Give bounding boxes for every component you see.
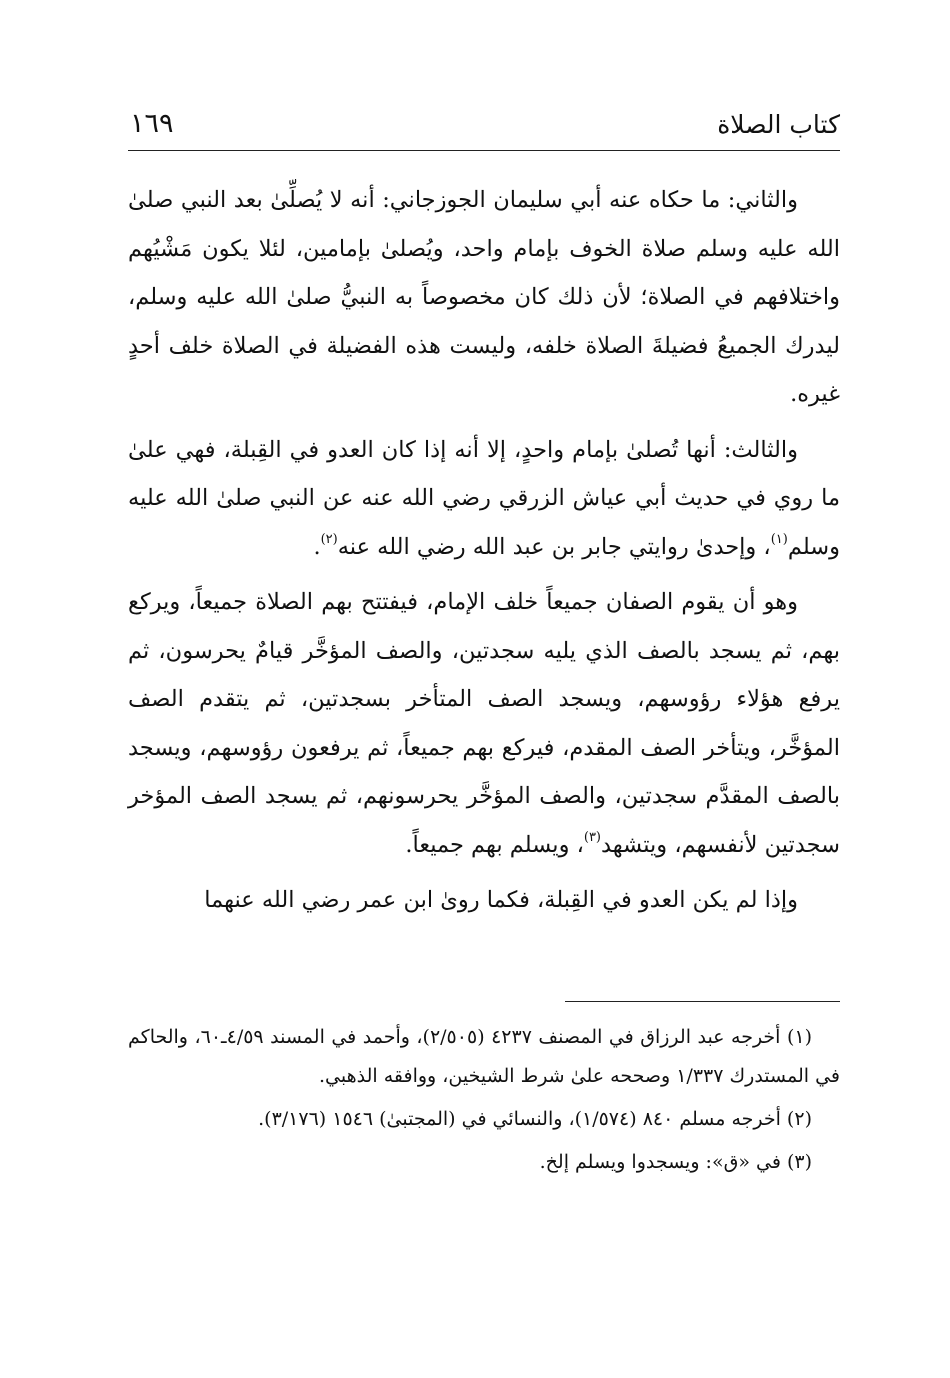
paragraph-second-opinion [128,176,840,419]
paragraph-text: ، ويسلم بهم جميعاً. [405,831,584,858]
paragraph-text: ، وإحدىٰ روايتي جابر بن عبد الله رضي الله عنه [337,533,771,560]
paragraph-prayer-description [128,578,840,869]
footnote-3: (٣) في «ق»: ويسجدوا ويسلم إلخ. [539,1151,812,1173]
paragraph-text: وإذا لم يكن العدو في القِبلة، فكما روىٰ ابن عمر رضي الله عنهما [204,887,798,913]
footnote-ref-1[interactable]: (١) [770,532,788,547]
page-number: ١٦٩ [130,108,174,139]
paragraph-enemy-not-in-qibla [128,876,840,925]
paragraph-third-opinion [128,426,840,572]
header-rule [128,150,840,151]
main-text [128,176,840,932]
footnote-1: (١) أخرجه عبد الرزاق في المصنف ٤٢٣٧ (٢/٥٠٥)، وأحمد في المسند ٤/٥٩ـ٦٠، والحاكم في المستدرك ١/٣٣٧ وصححه علىٰ شرط الشيخين، ووافقه الذهبي. [128,1026,840,1087]
paragraph-text: . [313,533,321,560]
footnote-rule [565,1001,840,1002]
paragraph-text: والثالث: أنها تُصلىٰ بإمام واحدٍ، إلا أنه إذا كان العدو في القِبلة، فهي علىٰ ما روي في حديث أبي عياش الزرقي رضي الله عنه عن النبي صلىٰ الله عليه وسلم [128,436,840,560]
footnote-ref-2[interactable]: (٢) [320,532,338,547]
paragraph-text: وهو أن يقوم الصفان جميعاً خلف الإمام، فيفتتح بهم الصلاة جميعاً، ويركع بهم، ثم يسجد بالصف الذي يليه سجدتين، والصف المؤخَّر قيامٌ يحرسون، ثم يرفع هؤلاء رؤوسهم، ويسجد الصف المتأخر بسجدتين، ثم يتقدم الصف المؤخَّر، ويتأخر الصف المقدم، فيركع بهم جميعاً، ثم يرفعون رؤوسهم، ويسجد بالصف المقدَّم سجدتين، والصف المؤخَّر يحرسونهم، ثم يسجد الصف المؤخر سجدتين لأنفسهم، ويتشهد [128,589,840,858]
page-header [128,108,840,150]
running-title: كتاب الصلاة [717,110,840,139]
paragraph-text: والثاني: ما حكاه عنه أبي سليمان الجوزجاني: أنه لا يُصلِّىٰ بعد النبي صلىٰ الله عليه وسلم صلاة الخوف بإمام واحد، ويُصلىٰ بإمامين، لئلا يكون مَشْيُهم واختلافهم في الصلاة؛ لأن ذلك كان مخصوصاً به النبيُّ صلىٰ الله عليه وسلم، ليدرك الجميعُ فضيلةَ الصلاة خلفه، وليست هذه الفضيلة في الصلاة خلف أحدٍ غيره. [128,187,840,407]
footnote-ref-3[interactable]: (٣) [583,830,601,845]
footnotes [128,1018,840,1186]
footnote-2: (٢) أخرجه مسلم ٨٤٠ (١/٥٧٤)، والنسائي في (المجتبىٰ) ١٥٤٦ (٣/١٧٦). [258,1108,812,1130]
